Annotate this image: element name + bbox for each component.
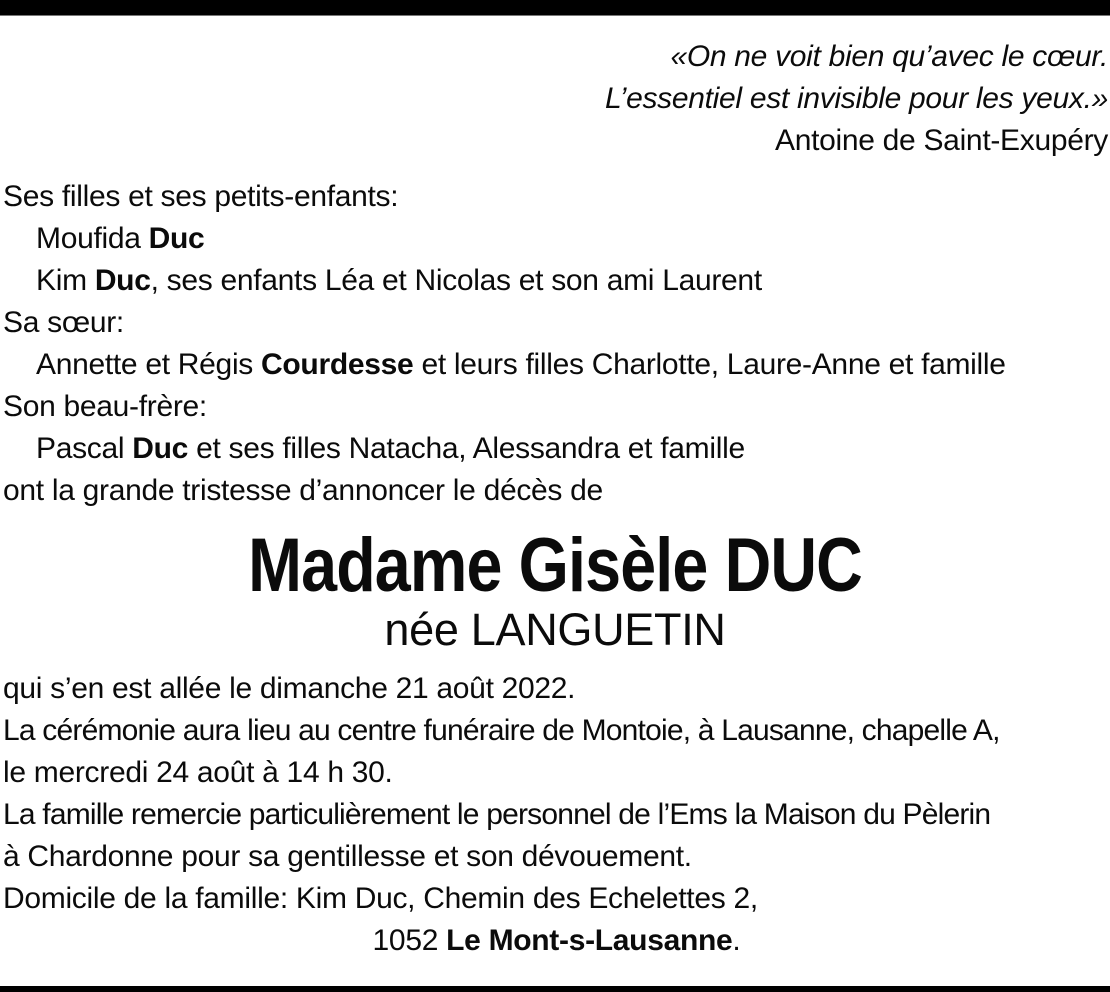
member-family-name: Duc — [148, 222, 205, 255]
member-given-name: Pascal — [36, 432, 133, 465]
address-city-line — [3, 920, 1110, 962]
ceremony-details — [0, 668, 1110, 962]
family-address-line: Domicile de la famille: Kim Duc, Chemin des Echelettes 2, — [3, 882, 758, 915]
family-heading-sister: Sa sœur: — [3, 306, 124, 339]
family-member-moufida — [3, 218, 1110, 260]
maiden-name: née LANGUETIN — [384, 604, 726, 655]
ceremony-line-2: le mercredi 24 août à 14 h 30. — [3, 756, 393, 789]
memorial-quote — [0, 36, 1110, 162]
thanks-line-1: La famille remercie particulièrement le personnel de l’Ems la Maison du Pèlerin — [3, 798, 991, 831]
family-heading-daughters: Ses filles et ses petits-enfants: — [3, 180, 399, 213]
quote-attribution: Antoine de Saint-Exupéry — [774, 124, 1108, 157]
deceased-title-block — [0, 523, 1110, 655]
member-suffix: , ses enfants Léa et Nicolas et son ami Laurent — [150, 264, 762, 297]
member-family-name: Duc — [94, 264, 151, 297]
member-suffix: et leurs filles Charlotte, Laure-Anne et famille — [413, 348, 1006, 381]
member-given-name: Kim — [36, 264, 95, 297]
top-rule — [0, 0, 1110, 16]
member-family-name: Duc — [132, 432, 189, 465]
city-name: Le Mont-s-Lausanne — [446, 924, 733, 957]
family-list — [0, 176, 1110, 512]
quote-line-2: L’essentiel est invisible pour les yeux.» — [605, 82, 1108, 115]
postal-code: 1052 — [372, 924, 447, 957]
member-given-name: Moufida — [36, 222, 149, 255]
family-member-annette — [3, 344, 1110, 386]
deceased-name: Madame Gisèle DUC — [248, 523, 862, 608]
bottom-rule — [0, 986, 1110, 992]
death-date-line: qui s’en est allée le dimanche 21 août 2022. — [3, 672, 576, 705]
quote-line-1: «On ne voit bien qu’avec le cœur. — [670, 40, 1108, 73]
family-heading-brother-in-law: Son beau-frère: — [3, 390, 207, 423]
announcement-line: ont la grande tristesse d’annoncer le décès de — [3, 474, 603, 507]
member-given-name: Annette et Régis — [36, 348, 262, 381]
ceremony-line-1: La cérémonie aura lieu au centre funéraire de Montoie, à Lausanne, chapelle A, — [3, 714, 1000, 747]
member-suffix: et ses filles Natacha, Alessandra et famille — [188, 432, 745, 465]
city-suffix: . — [732, 924, 741, 957]
family-member-pascal — [3, 428, 1110, 470]
family-member-kim — [3, 260, 1110, 302]
thanks-line-2: à Chardonne pour sa gentillesse et son dévouement. — [3, 840, 692, 873]
member-family-name: Courdesse — [261, 348, 414, 381]
